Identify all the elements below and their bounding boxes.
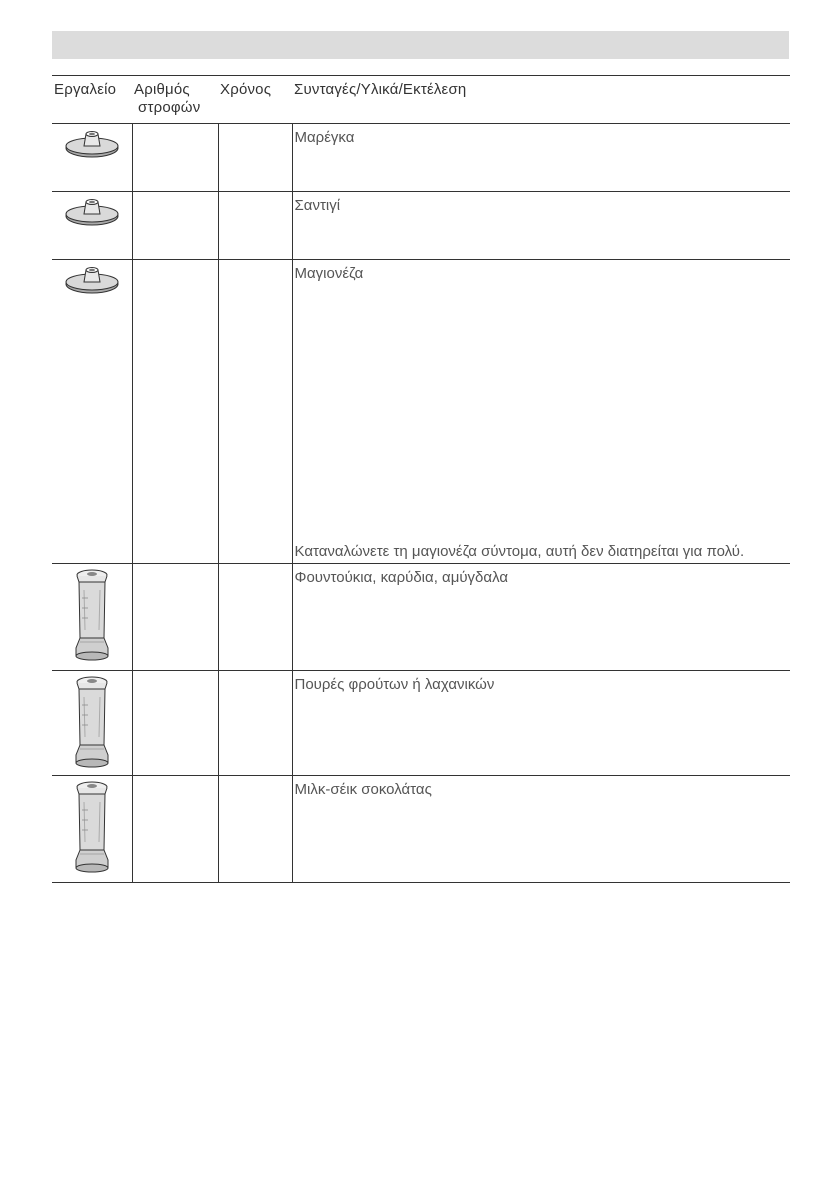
time-cell [218, 124, 292, 192]
table-header-row [52, 76, 790, 124]
speed-cell [132, 260, 218, 564]
time-cell [218, 776, 292, 883]
speed-cell [132, 671, 218, 776]
header-time: Χρόνος [218, 76, 292, 124]
table-row [52, 776, 790, 883]
table-row [52, 260, 790, 564]
blender-jug-icon [54, 780, 130, 876]
speed-cell [132, 192, 218, 260]
recipe-cell [292, 260, 790, 564]
whisk-disc-icon [54, 128, 130, 162]
recipe-table [52, 75, 790, 883]
header-speed [132, 76, 218, 124]
time-cell [218, 192, 292, 260]
header-speed-line2: στροφών [138, 99, 201, 116]
page-header-bar [52, 31, 789, 59]
table-row [52, 671, 790, 776]
recipe-title: Μιλκ-σέικ σοκολάτας [294, 781, 432, 798]
speed-cell [132, 564, 218, 671]
header-recipe: Συνταγές/Υλικά/Εκτέλεση [292, 76, 790, 124]
whisk-disc-icon [54, 196, 130, 230]
recipe-title: Μαρέγκα [294, 129, 355, 146]
tool-cell [52, 564, 132, 671]
speed-cell [132, 124, 218, 192]
blender-jug-icon [54, 568, 130, 664]
time-cell [218, 671, 292, 776]
header-speed-line1: Αριθμός [134, 81, 190, 98]
tool-cell [52, 671, 132, 776]
recipe-title: Μαγιονέζα [294, 265, 364, 282]
table-row [52, 564, 790, 671]
tool-cell [52, 192, 132, 260]
tool-cell [52, 776, 132, 883]
time-cell [218, 260, 292, 564]
recipe-title: Φουντούκια, καρύδια, αμύγδαλα [294, 569, 509, 586]
recipe-note: Καταναλώνετε τη μαγιονέζα σύντομα, αυτή δεν διατηρείται για πολύ. [294, 543, 745, 560]
recipe-cell [292, 124, 790, 192]
table-row [52, 192, 790, 260]
recipe-cell [292, 671, 790, 776]
recipe-title: Σαντιγί [294, 197, 341, 214]
whisk-disc-icon [54, 264, 130, 298]
recipe-title: Πουρές φρούτων ή λαχανικών [294, 676, 495, 693]
tool-cell [52, 260, 132, 564]
recipe-cell [292, 564, 790, 671]
header-tool: Εργαλείο [52, 76, 132, 124]
recipe-cell [292, 776, 790, 883]
tool-cell [52, 124, 132, 192]
blender-jug-icon [54, 675, 130, 771]
time-cell [218, 564, 292, 671]
table-row [52, 124, 790, 192]
speed-cell [132, 776, 218, 883]
recipe-cell [292, 192, 790, 260]
